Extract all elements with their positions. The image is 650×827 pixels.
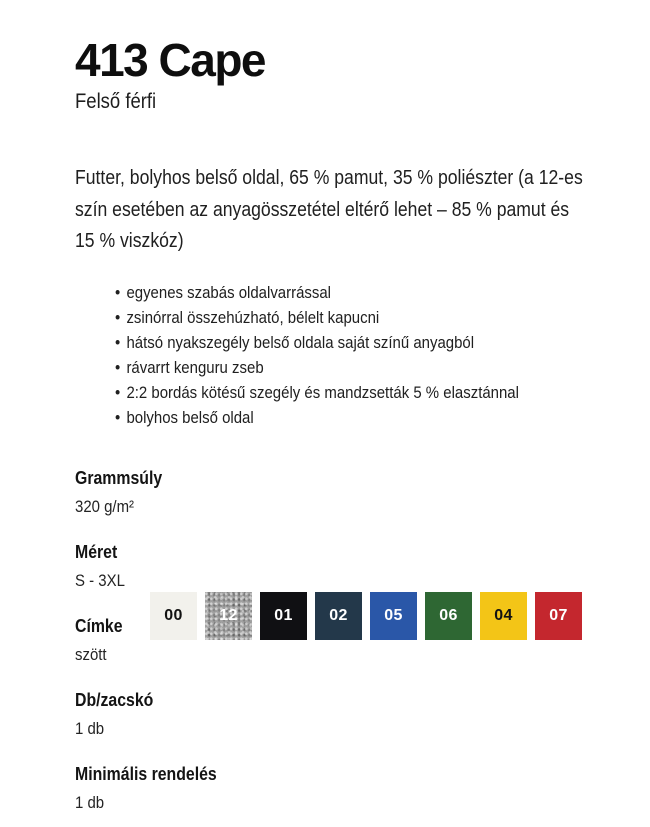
bullet-icon: • [115, 358, 121, 377]
color-swatch [150, 592, 197, 640]
list-item [115, 280, 519, 305]
color-swatch [260, 592, 307, 640]
description-line: 15 % viszkóz) [75, 230, 184, 252]
feature-text: bolyhos belső oldal [126, 408, 254, 427]
swatch-code: 12 [219, 607, 238, 624]
swatch-code: 04 [494, 607, 513, 624]
spec-label: Méret [75, 542, 118, 562]
spec-value: 1 db [75, 719, 105, 738]
swatch-code: 07 [549, 607, 568, 624]
bullet-icon: • [115, 333, 121, 352]
color-swatch [480, 592, 527, 640]
color-swatch-row [150, 592, 582, 640]
list-item [115, 330, 519, 355]
swatch-code: 00 [164, 607, 183, 624]
spec-label: Címke [75, 616, 123, 636]
feature-text: hátsó nyakszegély belső oldala saját színű anyagból [126, 333, 475, 352]
feature-text: rávarrt kenguru zseb [126, 358, 264, 377]
bullet-icon: • [115, 408, 121, 427]
list-item [115, 305, 519, 330]
feature-text: egyenes szabás oldalvarrással [126, 283, 332, 302]
color-swatch [425, 592, 472, 640]
spec-label: Grammsúly [75, 468, 163, 488]
feature-text: 2:2 bordás kötésű szegély és mandzsetták 5 % elasztánnal [126, 383, 519, 402]
swatch-code: 05 [384, 607, 403, 624]
spec-label: Minimális rendelés [75, 764, 217, 784]
bullet-icon: • [115, 283, 121, 302]
color-swatch [370, 592, 417, 640]
list-item [115, 405, 519, 430]
spec-value: 1 db [75, 793, 105, 812]
list-item [115, 355, 519, 380]
spec-size [75, 540, 217, 593]
page-subtitle: Felső férfi [75, 90, 157, 113]
spec-pcs-per-bag [75, 688, 217, 741]
description-line: szín esetében az anyagösszetétel eltérő lehet – 85 % pamut és [75, 198, 570, 221]
swatch-code: 01 [274, 607, 293, 624]
page-title: 413 Cape [75, 34, 266, 86]
spec-value: 320 g/m² [75, 497, 135, 516]
description-line: Futter, bolyhos belső oldal, 65 % pamut, 35 % poliészter (a 12-es [75, 167, 583, 189]
spec-label: Db/zacskó [75, 690, 154, 710]
spec-weight [75, 466, 217, 519]
swatch-code: 02 [329, 607, 348, 624]
swatch-code: 06 [439, 607, 458, 624]
list-item [115, 380, 519, 405]
spec-list [75, 466, 217, 827]
color-swatch [205, 592, 252, 640]
color-swatch [535, 592, 582, 640]
spec-minimum-order [75, 762, 217, 815]
title-block [75, 34, 265, 115]
bullet-icon: • [115, 383, 121, 402]
product-description [75, 163, 583, 258]
feature-list [115, 280, 519, 430]
feature-text: zsinórral összehúzható, bélelt kapucni [126, 308, 380, 327]
spec-value: S - 3XL [75, 571, 125, 590]
bullet-icon: • [115, 308, 121, 327]
spec-value: szött [75, 645, 107, 664]
color-swatch [315, 592, 362, 640]
